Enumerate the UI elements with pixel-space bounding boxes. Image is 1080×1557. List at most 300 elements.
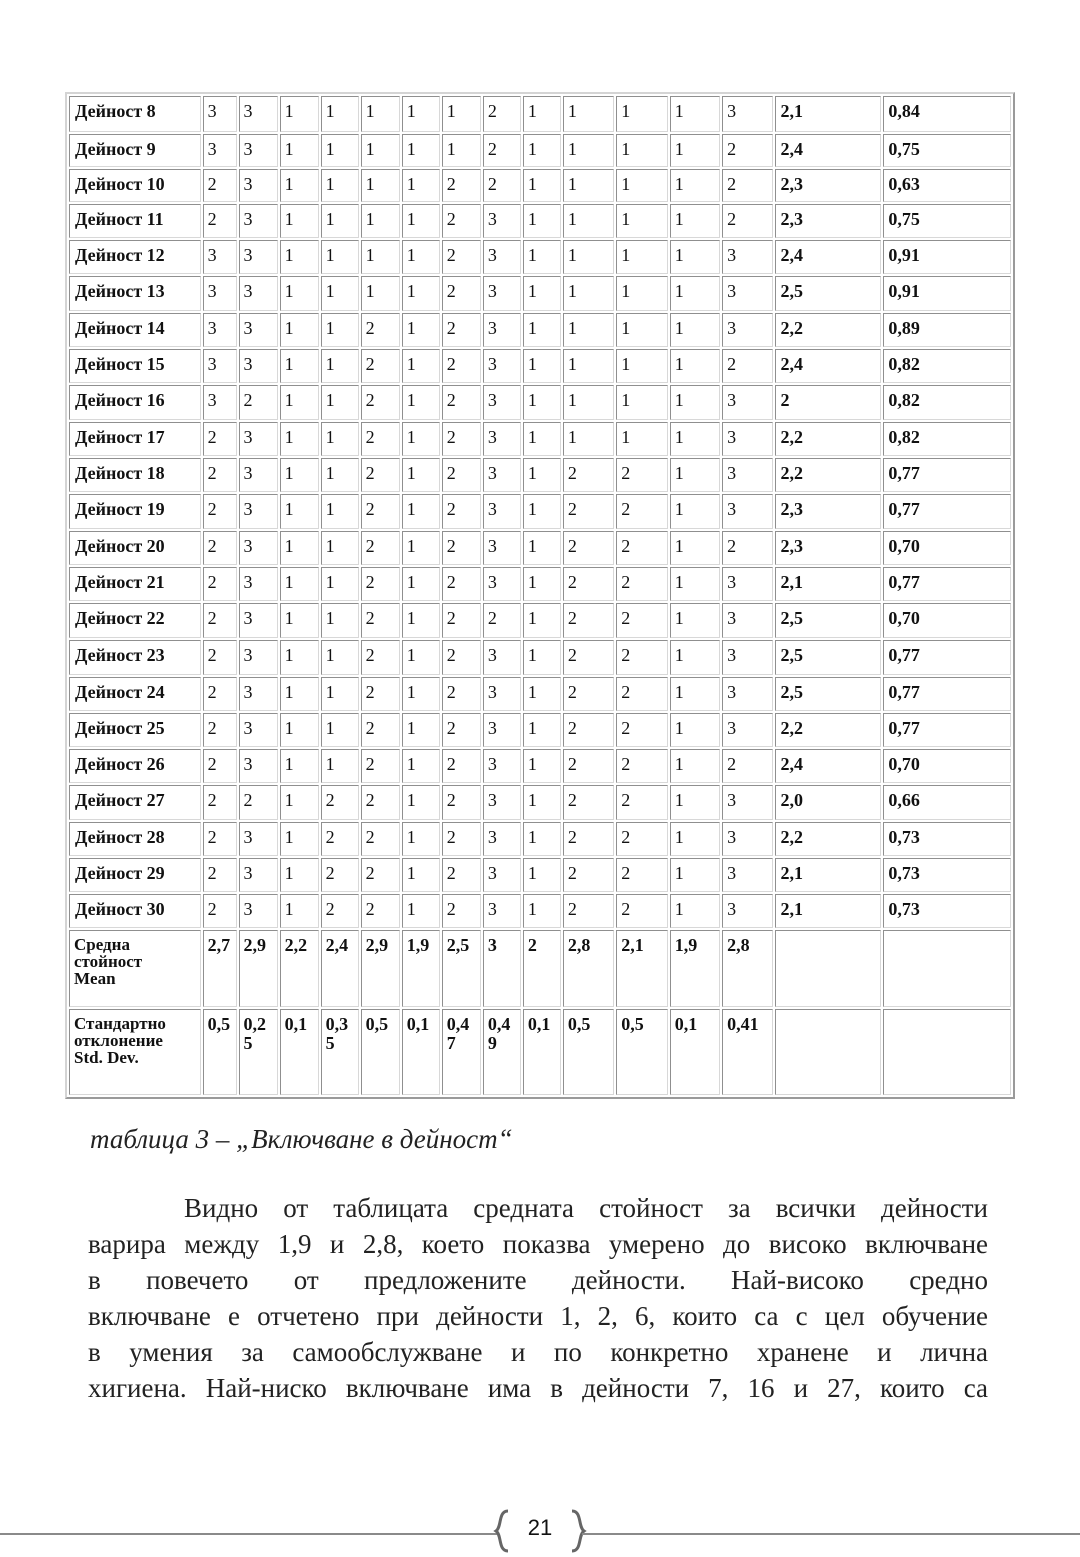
score-cell: 3	[483, 313, 521, 347]
score-cell: 2	[321, 822, 359, 856]
paragraph-line: варира между 1,9 и 2,8, което показва умерено до високо включване	[88, 1229, 988, 1259]
score-cell: 1	[670, 894, 720, 928]
row-label: Дейност 12	[69, 240, 201, 274]
sd-row-cell: 0,5	[616, 1009, 667, 1095]
score-cell: 1	[321, 169, 359, 202]
score-cell: 2	[483, 603, 521, 638]
score-cell: 2	[442, 458, 481, 492]
score-cell: 1	[280, 385, 319, 420]
score-cell: 3	[483, 494, 521, 529]
row-mean-cell: 2,4	[775, 240, 881, 274]
row-label: Дейност 27	[69, 785, 201, 820]
score-cell: 2	[321, 858, 359, 892]
score-cell: 2	[722, 531, 773, 565]
score-cell: 1	[670, 677, 720, 711]
score-cell: 1	[361, 134, 400, 167]
score-cell: 2	[361, 858, 400, 892]
score-cell: 1	[280, 169, 319, 202]
score-cell: 3	[722, 494, 773, 529]
score-cell: 1	[616, 349, 667, 383]
score-cell: 2	[203, 494, 237, 529]
score-cell: 1	[321, 713, 359, 747]
label-line: стойност	[74, 952, 143, 971]
score-cell: 2	[616, 894, 667, 928]
row-mean-cell: 2,2	[775, 313, 881, 347]
score-cell: 1	[402, 531, 440, 565]
score-cell: 1	[321, 276, 359, 311]
row-mean-cell: 2,3	[775, 204, 881, 238]
score-cell: 2	[616, 858, 667, 892]
score-cell: 1	[523, 749, 561, 783]
score-cell: 3	[203, 96, 237, 132]
score-cell: 2	[239, 785, 278, 820]
score-cell: 2	[239, 385, 278, 420]
score-cell: 1	[563, 169, 614, 202]
score-cell: 1	[321, 494, 359, 529]
row-sd-cell: 0,73	[883, 822, 1011, 856]
score-cell: 1	[563, 240, 614, 274]
row-sd-cell: 0,77	[883, 713, 1011, 747]
mean-row-label	[69, 930, 201, 1007]
score-cell: 3	[483, 385, 521, 420]
score-cell: 2	[563, 822, 614, 856]
score-cell: 2	[203, 858, 237, 892]
row-label: Дейност 15	[69, 349, 201, 383]
score-cell: 2	[361, 494, 400, 529]
sd-row-cell: 0,49	[483, 1009, 521, 1095]
row-label: Дейност 28	[69, 822, 201, 856]
score-cell: 3	[239, 349, 278, 383]
score-cell: 1	[523, 422, 561, 456]
score-cell: 1	[442, 96, 481, 132]
score-cell: 1	[280, 458, 319, 492]
score-cell: 2	[321, 785, 359, 820]
score-cell: 2	[361, 531, 400, 565]
score-cell: 1	[523, 531, 561, 565]
score-cell: 1	[321, 204, 359, 238]
row-sd-cell: 0,70	[883, 531, 1011, 565]
score-cell: 2	[203, 169, 237, 202]
score-cell: 2	[361, 458, 400, 492]
row-mean-cell: 2,0	[775, 785, 881, 820]
sd-row-cell: 0,1	[280, 1009, 319, 1095]
score-cell: 3	[722, 894, 773, 928]
mean-row-cell: 3	[483, 930, 521, 1007]
score-cell: 3	[239, 894, 278, 928]
score-cell: 1	[442, 134, 481, 167]
score-cell: 1	[563, 276, 614, 311]
footer-rule-left	[0, 1533, 498, 1535]
score-cell: 3	[239, 822, 278, 856]
score-cell: 1	[280, 822, 319, 856]
score-cell: 2	[563, 677, 614, 711]
score-cell: 3	[483, 458, 521, 492]
score-cell: 1	[523, 134, 561, 167]
table-row	[69, 240, 1011, 274]
score-cell: 2	[442, 204, 481, 238]
score-cell: 2	[361, 677, 400, 711]
score-cell: 1	[670, 749, 720, 783]
score-cell: 2	[563, 858, 614, 892]
activity-table	[65, 92, 1015, 1099]
score-cell: 2	[361, 894, 400, 928]
row-sd-cell: 0,73	[883, 858, 1011, 892]
score-cell: 2	[442, 894, 481, 928]
score-cell: 1	[321, 240, 359, 274]
score-cell: 2	[203, 677, 237, 711]
page-footer	[0, 1505, 1080, 1555]
score-cell: 2	[442, 822, 481, 856]
score-cell: 2	[563, 640, 614, 675]
score-cell: 1	[563, 313, 614, 347]
score-cell: 1	[523, 494, 561, 529]
score-cell: 2	[563, 785, 614, 820]
score-cell: 1	[670, 822, 720, 856]
mean-row-cell: 2,8	[563, 930, 614, 1007]
score-cell: 3	[239, 169, 278, 202]
table-row	[69, 134, 1011, 167]
row-mean-cell: 2,5	[775, 603, 881, 638]
score-cell: 3	[239, 603, 278, 638]
score-cell: 1	[616, 134, 667, 167]
row-mean-cell: 2,4	[775, 349, 881, 383]
score-cell: 1	[280, 640, 319, 675]
score-cell: 2	[361, 567, 400, 601]
score-cell: 1	[670, 240, 720, 274]
row-sd-cell: 0,89	[883, 313, 1011, 347]
score-cell: 3	[483, 567, 521, 601]
label-line: Стандартно	[74, 1014, 166, 1033]
mean-row	[69, 930, 1011, 1007]
row-sd-cell: 0,70	[883, 749, 1011, 783]
mean-row-cell: 2,9	[361, 930, 400, 1007]
sd-row	[69, 1009, 1011, 1095]
score-cell: 2	[563, 603, 614, 638]
score-cell: 1	[523, 385, 561, 420]
table-row	[69, 276, 1011, 311]
score-cell: 2	[203, 458, 237, 492]
score-cell: 3	[483, 677, 521, 711]
score-cell: 3	[239, 96, 278, 132]
score-cell: 3	[722, 422, 773, 456]
score-cell: 2	[203, 894, 237, 928]
score-cell: 3	[239, 276, 278, 311]
score-cell: 1	[402, 204, 440, 238]
body-paragraph	[88, 1190, 988, 1406]
row-mean-cell: 2,3	[775, 494, 881, 529]
row-sd-cell: 0,77	[883, 494, 1011, 529]
row-label: Дейност 30	[69, 894, 201, 928]
score-cell: 1	[523, 640, 561, 675]
score-cell: 3	[239, 531, 278, 565]
score-cell: 2	[563, 458, 614, 492]
row-sd-cell: 0,82	[883, 385, 1011, 420]
row-sd-cell: 0,91	[883, 276, 1011, 311]
score-cell: 3	[239, 240, 278, 274]
score-cell: 3	[239, 749, 278, 783]
empty-cell	[775, 1009, 881, 1095]
mean-row-cell: 1,9	[402, 930, 440, 1007]
score-cell: 2	[722, 134, 773, 167]
score-cell: 1	[670, 276, 720, 311]
table-row	[69, 385, 1011, 420]
score-cell: 1	[523, 894, 561, 928]
paragraph-line: в повечето от предложените дейности. Най-високо средно	[88, 1265, 988, 1295]
row-label: Дейност 25	[69, 713, 201, 747]
score-cell: 1	[321, 603, 359, 638]
row-label: Дейност 24	[69, 677, 201, 711]
score-cell: 1	[670, 785, 720, 820]
score-cell: 1	[402, 567, 440, 601]
score-cell: 2	[361, 603, 400, 638]
score-cell: 1	[563, 422, 614, 456]
score-cell: 2	[483, 96, 521, 132]
score-cell: 1	[321, 640, 359, 675]
row-sd-cell: 0,91	[883, 240, 1011, 274]
score-cell: 1	[361, 204, 400, 238]
score-cell: 1	[523, 276, 561, 311]
score-cell: 2	[483, 169, 521, 202]
score-cell: 3	[722, 858, 773, 892]
empty-cell	[775, 930, 881, 1007]
score-cell: 1	[523, 169, 561, 202]
row-mean-cell: 2,1	[775, 858, 881, 892]
score-cell: 3	[483, 640, 521, 675]
score-cell: 3	[239, 134, 278, 167]
score-cell: 2	[616, 822, 667, 856]
score-cell: 3	[239, 640, 278, 675]
score-cell: 1	[280, 96, 319, 132]
table-row	[69, 458, 1011, 492]
mean-row-cell: 2,5	[442, 930, 481, 1007]
table-row	[69, 169, 1011, 202]
score-cell: 1	[523, 713, 561, 747]
score-cell: 1	[402, 458, 440, 492]
score-cell: 1	[402, 276, 440, 311]
score-cell: 3	[203, 313, 237, 347]
row-sd-cell: 0,77	[883, 640, 1011, 675]
score-cell: 3	[483, 822, 521, 856]
score-cell: 1	[670, 494, 720, 529]
score-cell: 3	[203, 385, 237, 420]
score-cell: 1	[402, 240, 440, 274]
score-cell: 1	[402, 749, 440, 783]
score-cell: 1	[523, 677, 561, 711]
score-cell: 2	[442, 169, 481, 202]
paragraph-line: в умения за самообслужване и по конкретно хранене и лична	[88, 1337, 988, 1367]
score-cell: 3	[483, 276, 521, 311]
score-cell: 2	[616, 531, 667, 565]
score-cell: 2	[203, 785, 237, 820]
mean-row-cell: 2,1	[616, 930, 667, 1007]
row-sd-cell: 0,73	[883, 894, 1011, 928]
score-cell: 1	[563, 385, 614, 420]
score-cell: 2	[616, 567, 667, 601]
score-cell: 1	[280, 134, 319, 167]
page-number: 21	[527, 1515, 553, 1540]
score-cell: 1	[280, 313, 319, 347]
row-mean-cell: 2,1	[775, 567, 881, 601]
sd-row-cell: 0,41	[722, 1009, 773, 1095]
score-cell: 1	[616, 385, 667, 420]
row-mean-cell: 2,5	[775, 640, 881, 675]
score-cell: 3	[483, 240, 521, 274]
score-cell: 2	[616, 785, 667, 820]
row-mean-cell: 2,5	[775, 677, 881, 711]
score-cell: 2	[361, 422, 400, 456]
score-cell: 3	[722, 785, 773, 820]
row-label: Дейност 9	[69, 134, 201, 167]
table-row	[69, 603, 1011, 638]
score-cell: 3	[203, 349, 237, 383]
score-cell: 1	[616, 276, 667, 311]
score-cell: 1	[280, 858, 319, 892]
row-sd-cell: 0,82	[883, 422, 1011, 456]
score-cell: 2	[722, 204, 773, 238]
row-label: Дейност 16	[69, 385, 201, 420]
score-cell: 3	[483, 422, 521, 456]
table-row	[69, 677, 1011, 711]
score-cell: 1	[563, 96, 614, 132]
row-mean-cell: 2,2	[775, 822, 881, 856]
score-cell: 1	[616, 240, 667, 274]
table-row	[69, 96, 1011, 132]
row-label: Дейност 26	[69, 749, 201, 783]
score-cell: 3	[483, 785, 521, 820]
score-cell: 1	[280, 894, 319, 928]
score-cell: 3	[203, 134, 237, 167]
score-cell: 3	[483, 349, 521, 383]
score-cell: 1	[670, 349, 720, 383]
score-cell: 3	[239, 677, 278, 711]
score-cell: 1	[361, 276, 400, 311]
row-mean-cell: 2,4	[775, 134, 881, 167]
score-cell: 3	[239, 458, 278, 492]
score-cell: 1	[402, 494, 440, 529]
score-cell: 2	[563, 567, 614, 601]
score-cell: 2	[616, 749, 667, 783]
score-cell: 1	[670, 96, 720, 132]
data-table	[67, 94, 1013, 1097]
sd-row-cell: 0,5	[563, 1009, 614, 1095]
score-cell: 2	[442, 313, 481, 347]
score-cell: 1	[280, 276, 319, 311]
score-cell: 1	[523, 785, 561, 820]
score-cell: 3	[483, 531, 521, 565]
score-cell: 1	[523, 458, 561, 492]
score-cell: 1	[402, 169, 440, 202]
sd-row-cell: 0,25	[239, 1009, 278, 1095]
mean-row-cell: 2,4	[321, 930, 359, 1007]
score-cell: 1	[280, 677, 319, 711]
row-mean-cell: 2,2	[775, 422, 881, 456]
score-cell: 2	[361, 385, 400, 420]
score-cell: 1	[402, 422, 440, 456]
row-label: Дейност 17	[69, 422, 201, 456]
score-cell: 2	[616, 713, 667, 747]
mean-row-cell: 2,2	[280, 930, 319, 1007]
row-sd-cell: 0,70	[883, 603, 1011, 638]
score-cell: 2	[442, 494, 481, 529]
sd-row-cell: 0,1	[402, 1009, 440, 1095]
row-sd-cell: 0,77	[883, 458, 1011, 492]
score-cell: 2	[203, 749, 237, 783]
score-cell: 3	[722, 313, 773, 347]
row-sd-cell: 0,66	[883, 785, 1011, 820]
score-cell: 1	[321, 385, 359, 420]
score-cell: 3	[483, 858, 521, 892]
row-label: Дейност 23	[69, 640, 201, 675]
score-cell: 1	[523, 204, 561, 238]
score-cell: 2	[361, 640, 400, 675]
score-cell: 2	[563, 894, 614, 928]
score-cell: 1	[402, 134, 440, 167]
row-label: Дейност 21	[69, 567, 201, 601]
row-mean-cell: 2,2	[775, 458, 881, 492]
score-cell: 1	[523, 349, 561, 383]
row-mean-cell: 2,4	[775, 749, 881, 783]
score-cell: 2	[203, 640, 237, 675]
row-label: Дейност 8	[69, 96, 201, 132]
score-cell: 1	[523, 313, 561, 347]
score-cell: 3	[239, 494, 278, 529]
row-label: Дейност 14	[69, 313, 201, 347]
score-cell: 2	[203, 567, 237, 601]
row-mean-cell: 2,1	[775, 96, 881, 132]
score-cell: 1	[616, 204, 667, 238]
score-cell: 1	[321, 749, 359, 783]
table-row	[69, 349, 1011, 383]
table-row	[69, 785, 1011, 820]
score-cell: 3	[483, 713, 521, 747]
score-cell: 2	[442, 567, 481, 601]
sd-row-cell: 0,5	[361, 1009, 400, 1095]
score-cell: 2	[203, 531, 237, 565]
score-cell: 2	[616, 640, 667, 675]
score-cell: 2	[442, 713, 481, 747]
score-cell: 2	[442, 276, 481, 311]
row-mean-cell: 2,5	[775, 276, 881, 311]
score-cell: 1	[321, 96, 359, 132]
score-cell: 1	[670, 640, 720, 675]
score-cell: 1	[670, 567, 720, 601]
score-cell: 3	[483, 749, 521, 783]
score-cell: 3	[239, 713, 278, 747]
row-mean-cell: 2	[775, 385, 881, 420]
score-cell: 1	[402, 313, 440, 347]
score-cell: 2	[361, 313, 400, 347]
score-cell: 1	[280, 204, 319, 238]
mean-row-cell: 2,9	[239, 930, 278, 1007]
score-cell: 1	[402, 785, 440, 820]
score-cell: 1	[402, 677, 440, 711]
score-cell: 1	[670, 204, 720, 238]
score-cell: 1	[280, 422, 319, 456]
score-cell: 2	[442, 749, 481, 783]
score-cell: 2	[442, 785, 481, 820]
score-cell: 2	[203, 422, 237, 456]
sd-row-cell: 0,1	[523, 1009, 561, 1095]
score-cell: 1	[670, 385, 720, 420]
table-row	[69, 567, 1011, 601]
table-row	[69, 494, 1011, 529]
score-cell: 3	[239, 313, 278, 347]
score-cell: 1	[616, 422, 667, 456]
score-cell: 2	[442, 385, 481, 420]
label-line: Mean	[74, 969, 116, 988]
sd-row-cell: 0,1	[670, 1009, 720, 1095]
row-sd-cell: 0,75	[883, 204, 1011, 238]
